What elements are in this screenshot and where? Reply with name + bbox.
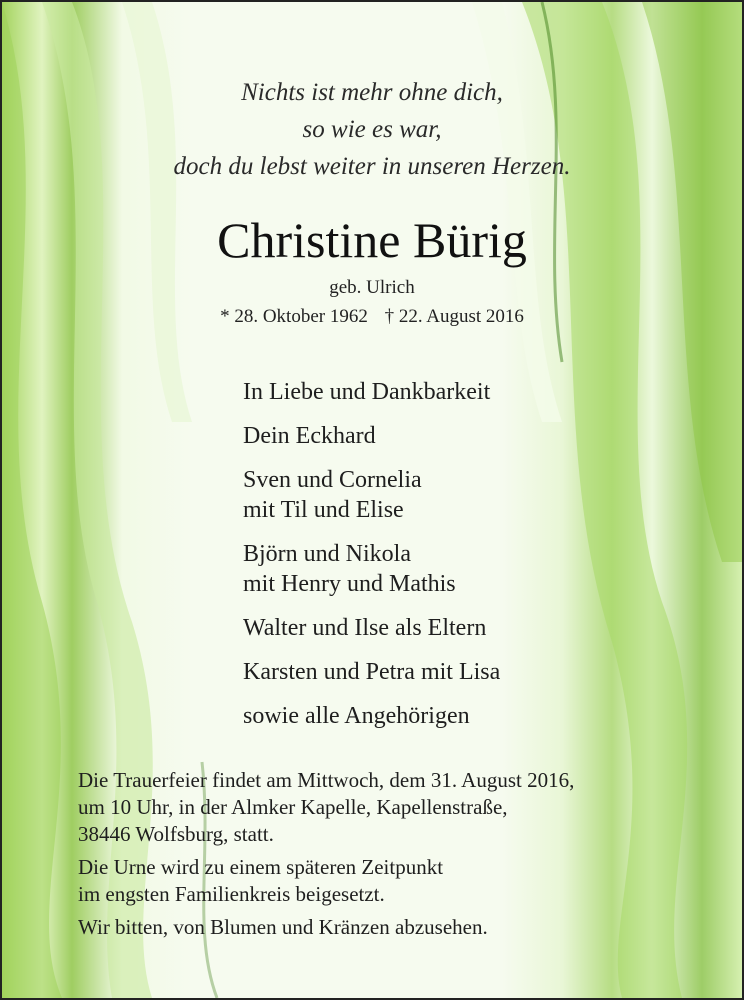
maiden-name: geb. Ulrich (329, 277, 415, 298)
mourner-line: Björn und Nikola (243, 541, 411, 567)
info-paragraph (78, 767, 718, 848)
info-paragraph (78, 854, 718, 908)
mourner-line: In Liebe und Dankbarkeit (243, 379, 491, 405)
mourner-group (243, 701, 500, 731)
mourner-line: Sven und Cornelia (243, 467, 422, 493)
memorial-verse (2, 74, 742, 185)
info-line: um 10 Uhr, in der Almker Kapelle, Kapellenstraße, (78, 795, 508, 819)
mourner-line: Walter und Ilse als Eltern (243, 615, 487, 641)
mourner-group (243, 421, 500, 451)
notice-content (2, 2, 742, 998)
verse-line: so wie es war, (302, 116, 442, 143)
ceremony-info (78, 767, 718, 947)
mourner-line: Dein Eckhard (243, 423, 376, 449)
mourner-group (243, 465, 500, 525)
mourner-line: mit Til und Elise (243, 497, 404, 523)
info-line: 38446 Wolfsburg, statt. (78, 822, 274, 846)
deceased-name: Christine Bürig (217, 212, 527, 268)
info-line: im engsten Familienkreis beigesetzt. (78, 882, 385, 906)
mourner-line: sowie alle Angehörigen (243, 703, 470, 729)
info-line: Die Urne wird zu einem späteren Zeitpunkt (78, 855, 444, 879)
mourner-group (243, 539, 500, 599)
verse-line: doch du lebst weiter in unseren Herzen. (173, 153, 571, 180)
info-paragraph (78, 914, 718, 941)
mourner-line: Karsten und Petra mit Lisa (243, 659, 501, 685)
mourner-group (243, 613, 500, 643)
mourner-group (243, 377, 500, 407)
mourner-group (243, 657, 500, 687)
death-date: † 22. August 2016 (384, 306, 524, 327)
mourners-list (243, 377, 500, 745)
info-line: Wir bitten, von Blumen und Kränzen abzusehen. (78, 915, 488, 939)
birth-date: * 28. Oktober 1962 (220, 306, 368, 327)
life-dates (2, 304, 742, 330)
verse-line: Nichts ist mehr ohne dich, (241, 79, 503, 106)
mourner-line: mit Henry und Mathis (243, 571, 456, 597)
info-line: Die Trauerfeier findet am Mittwoch, dem 31. August 2016, (78, 768, 575, 792)
